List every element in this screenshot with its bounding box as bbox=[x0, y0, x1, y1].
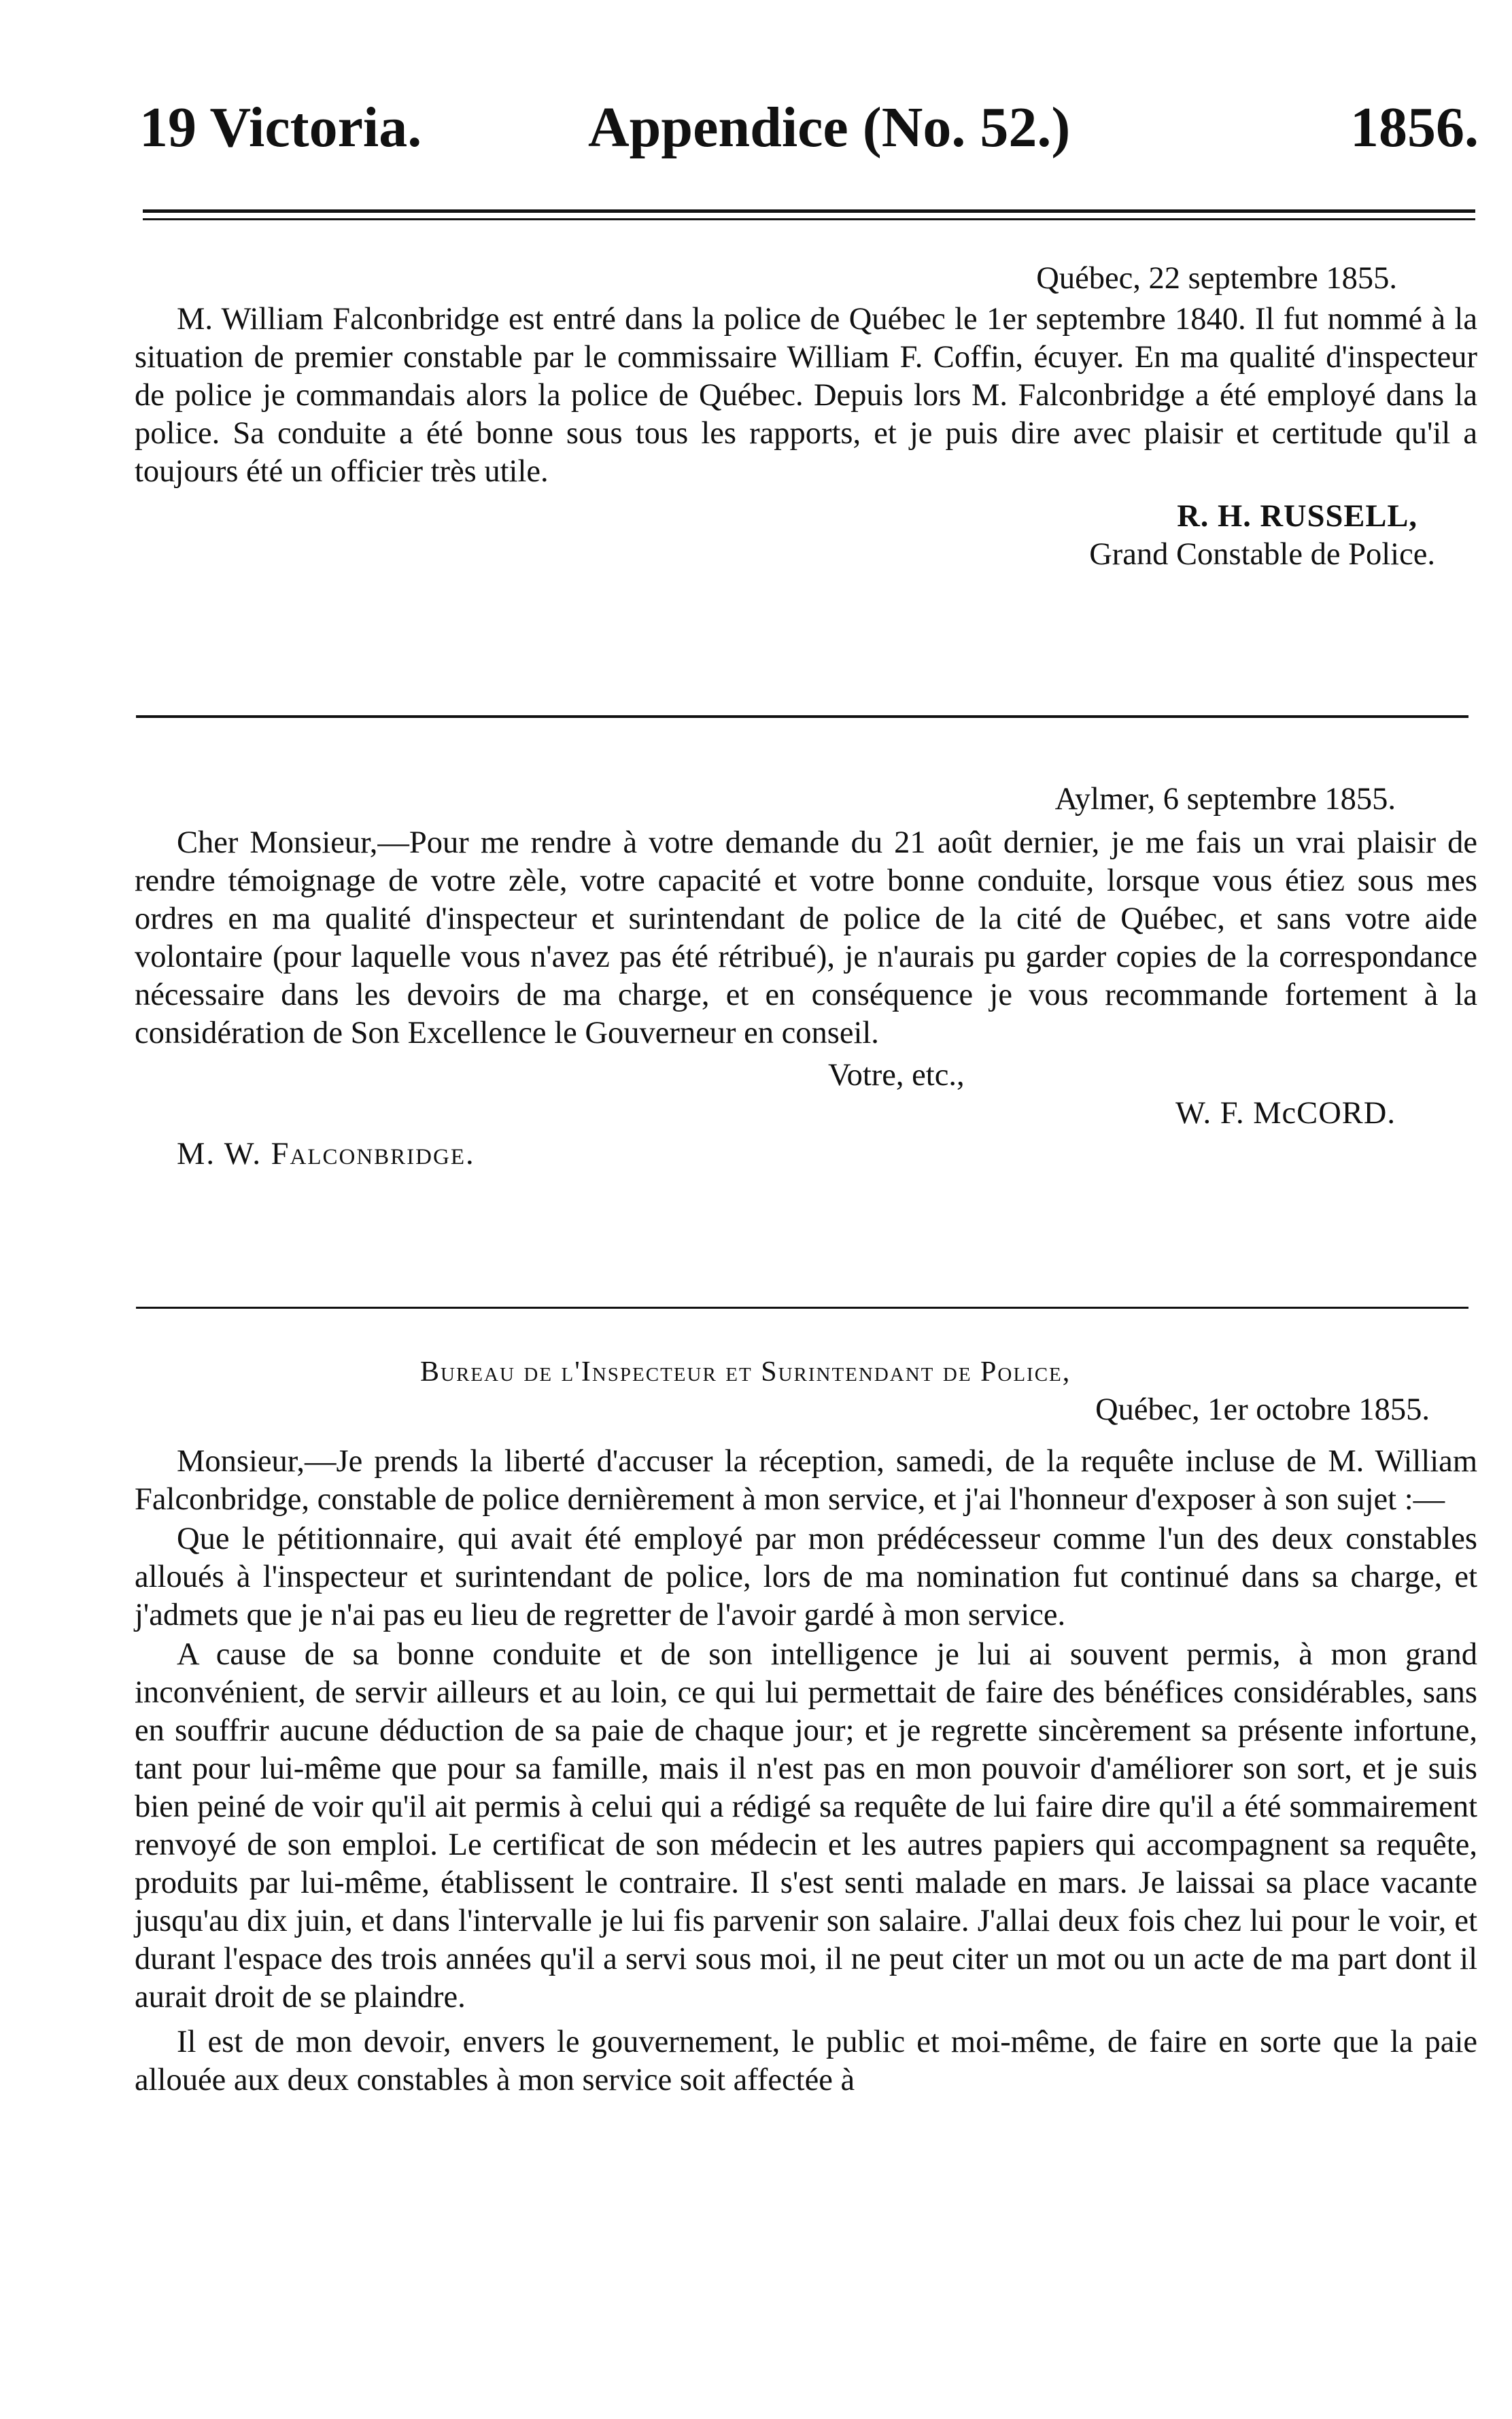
letter-russell bbox=[135, 260, 1477, 574]
letter-3-office: Bureau de l'Inspecteur et Surintendant de Police, bbox=[420, 1356, 1071, 1388]
letter-1-dateline: Québec, 22 septembre 1855. bbox=[1036, 261, 1397, 296]
letter-2-closing: Votre, etc., bbox=[828, 1058, 965, 1093]
header-session: 19 Victoria. bbox=[139, 96, 422, 159]
letter-inspector bbox=[135, 1353, 1477, 2099]
header-year: 1856. bbox=[1350, 96, 1479, 159]
letter-1-signature: R. H. RUSSELL, bbox=[1177, 499, 1418, 534]
letter-3-paragraph: Que le pétitionnaire, qui avait été employé par mon prédécesseur comme l'un des deux constables alloués à l'inspecteur et surintendant de police, lors de ma nomination fut continué dans sa charge, et j'admets que je n'ai pas eu lieu de regretter de l'avoir gardé à mon service. bbox=[135, 1522, 1477, 1632]
letter-3-dateline: Québec, 1er octobre 1855. bbox=[1095, 1392, 1430, 1427]
section-rule-1 bbox=[136, 715, 1468, 718]
letter-2-signature: W. F. McCORD. bbox=[1175, 1096, 1396, 1131]
letter-2-addressee: M. W. Falconbridge. bbox=[177, 1137, 475, 1171]
page-header bbox=[139, 87, 1479, 169]
letter-3-paragraph: Il est de mon devoir, envers le gouvernement, le public et moi-même, de faire en sorte que la paie allouée aux deux constables à mon service soit affectée à bbox=[135, 2025, 1477, 2097]
letter-2-dateline: Aylmer, 6 septembre 1855. bbox=[1054, 782, 1396, 817]
letter-2-body: Cher Monsieur,—Pour me rendre à votre demande du 21 août dernier, je me fais un vrai plaisir de rendre témoignage de votre zèle, votre capacité et votre bonne conduite, lorsque vous étiez sous mes ordres en ma qualité d'inspecteur et surintendant de police de la cité de Québec, et sans votre aide volontaire (pour laquelle vous n'avez pas été rétribué), je n'aurais pu garder copies de la correspondance nécessaire dans les devoirs de ma charge, et en conséquence je vous recommande fortement à la considération de Son Excellence le Gouverneur en conseil. bbox=[135, 825, 1477, 1050]
section-rule-2 bbox=[136, 1307, 1468, 1309]
letter-3-paragraph: A cause de sa bonne conduite et de son intelligence je lui ai souvent permis, à mon grand inconvénient, de servir ailleurs et au loin, ce qui lui permettait de faire des bénéfices considérables, sans en souffrir aucune déduction de sa paie de chaque jour; et je regrette sincèrement sa présente infortune, tant pour lui-même que pour sa famille, mais il n'est pas en mon pouvoir d'améliorer son sort, et je suis bien peiné de voir qu'il ait permis à celui qui a rédigé sa requête de lui faire dire qu'il a été sommairement renvoyé de son emploi. Le certificat de son médecin et les autres papiers qui accompagnent sa requête, produits par lui-même, établissent le contraire. Il s'est senti malade en mars. Je laissai sa place vacante jusqu'au dix juin, et dans l'intervalle je lui fis parvenir son salaire. J'allai deux fois chez lui pour le voir, et durant l'espace des trois années qu'il a servi sous moi, il ne peut citer un mot ou un acte de ma part dont il aurait droit de se plaindre. bbox=[135, 1637, 1477, 2014]
letter-1-body: M. William Falconbridge est entré dans la police de Québec le 1er septembre 1840. Il fut nommé à la situation de premier constable par le commissaire William F. Coffin, écuyer. En ma qualité d'inspecteur de police je commandais alors la police de Québec. Depuis lors M. Falconbridge a été employé dans la police. Sa conduite a été bonne sous tous les rapports, et je puis dire avec plaisir et certitude qu'il a toujours été un officier très utile. bbox=[135, 302, 1477, 489]
letter-3-paragraph: Monsieur,—Je prends la liberté d'accuser la réception, samedi, de la requête incluse de M. William Falconbridge, constable de police dernièrement à mon service, et j'ai l'honneur d'exposer à son sujet :— bbox=[135, 1444, 1477, 1517]
letter-1-signature-title: Grand Constable de Police. bbox=[1089, 537, 1435, 572]
header-double-rule bbox=[143, 209, 1475, 213]
letter-mccord bbox=[135, 780, 1477, 1173]
header-appendix: Appendice (No. 52.) bbox=[588, 96, 1071, 159]
